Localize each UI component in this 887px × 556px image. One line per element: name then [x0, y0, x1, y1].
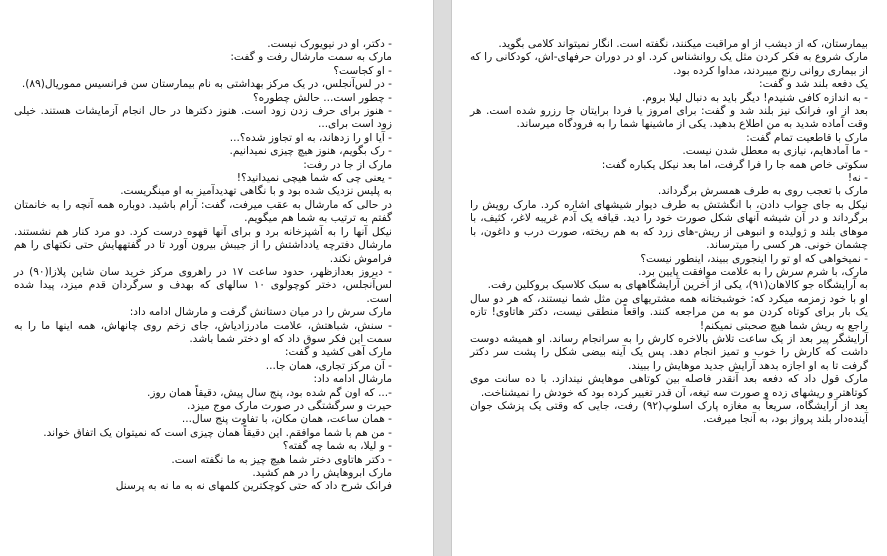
paragraph: بیمارستان، که از دیشب از او مراقبت میکنند، نگفته است. انگار نمیتواند کلامی بگوید. — [498, 38, 868, 50]
paragraph: مارک به سمت مارشال رفت و گفت: — [230, 51, 392, 64]
right-page-text — [470, 38, 868, 550]
paragraph: - آیا او را زدهاند، به او تجاوز شده؟... — [229, 131, 392, 144]
paragraph: مارک با تعجب روی به طرف همسرش برگرداند. — [657, 185, 868, 198]
paragraph: - ما آمادهایم، نیازی به معطل شدن نیست. — [682, 145, 868, 158]
paragraph: مارک از جا در رفت: — [303, 158, 392, 171]
paragraph: حیرت و سرگشتگی در صورت مارک موج میزد. — [186, 399, 392, 412]
paragraph: نیکل آنها را به آشپزخانه برد و برای آنها قهوه درست کرد. دو مرد کنار هم نشستند. مارشال دفترچه یادداشتش را از جیبش بیرون آورد تا در گفتههایش حتی نکتهای را هم فراموش نکند. — [14, 225, 392, 265]
paragraph: - نمیخواهی که او تو را اینجوری ببیند، اینطور نیست؟ — [640, 252, 868, 265]
paragraph: - و لیلا، به شما چه گفته؟ — [282, 440, 392, 453]
paragraph: - دیروز بعدازظهر، حدود ساعت ۱۷ در راهروی مرکز خرید سان شاین پلازا(۹۰) در لس‌آنجلس، دختر کوچولوی ۱۰ سالهای که بهدف و سرگردان قدم میزد، پیدا شده است. — [14, 265, 393, 305]
paragraph: - یعنی چی که شما هیچی نمیدانید؟! — [236, 172, 392, 185]
paragraph: بعد از او، فرانک نیز بلند شد و گفت: برای امروز یا فردا برایتان جا رزرو شده است. هر وقت آماده شدید به من اطلاع بدهید. یکی از ماشینها شما را به فرودگاه میرساند. — [470, 105, 868, 131]
paragraph: - نه! — [847, 172, 868, 185]
paragraph: مارک سرش را در میان دستانش گرفت و مارشال ادامه داد: — [129, 306, 392, 319]
paragraph: فرانک شرح داد که حتی کوچکترین کلمهای نه به ما نه به پرسنل — [115, 480, 392, 493]
paragraph: بعد از آرایشگاه، سریعاً به مغازه پارک اسلوپ(۹۲) رفت، جایی که وقتی یک پزشک جوان آینده‌دار بلند پرواز بود، به آنجا میرفت. — [470, 399, 868, 426]
paragraph: - به اندازه کافی شنیدم! دیگر باید به دنبال لیلا بروم. — [641, 91, 868, 104]
paragraph: -... که اون گم شده بود، پنج سال پیش، دقیقاً همان روز. — [146, 386, 392, 399]
paragraph: - در لس‌آنجلس، در یک مرکز بهداشتی به نام بیمارستان سن فرانسیس مموریال(۸۹). — [21, 78, 392, 91]
paragraph: مارک قول داد که دفعه بعد آنقدر فاصله بین کوتاهی موهایش نیندازد. با ده سانت موی کوتاهتر و ریشهای زده و صورت سه تیغه، آن قدر تغییر کرده بود که خودش را نمیشناخت. — [470, 373, 868, 399]
paragraph: - رک بگویم، هنوز هیچ چیزی نمیدانیم. — [229, 145, 392, 158]
paragraph: - او کجاست؟ — [333, 64, 392, 77]
paragraph: مارک ابروهایش را در هم کشید. — [252, 467, 392, 479]
paragraph: به آرایشگاه جو کالاهان(۹۱)، یکی از آخرین آرایشگاههای به سبک کلاسیک بروکلین رفت. — [487, 279, 868, 292]
paragraph: سکوتی خاص همه جا را فرا گرفت، اما بعد نیکل یکباره گفت: — [601, 158, 868, 171]
paragraph: - سنش، شباهتش، علامت مادرزادیاش، جای زخم روی چانهاش، همه اینها ما را به سمت این فکر سوق داد که او دختر شما باشد. — [14, 319, 392, 345]
paragraph: یک دفعه بلند شد و گفت: — [759, 78, 868, 91]
paragraph: - دکتر هاتاوی دختر شما هیچ چیز به ما نگفته است. — [171, 453, 392, 466]
page-gutter — [434, 0, 451, 556]
right-page — [451, 0, 887, 556]
paragraph: مارک با قاطعیت تمام گفت: — [746, 131, 868, 144]
paragraph: - دکتر، او در نیویورک نیست. — [267, 38, 392, 50]
paragraph: آرایشگر پیر بعد از یک ساعت تلاش بالاخره کارش را به سرانجام رساند. او همیشه دوست داشت که کارش را خوب و تمیز انجام دهد. پس یک آینه بیضی شکل را پشت سر دکتر گرفت تا به او اجازه بدهد آرایش جدید موهایش را ببیند. — [470, 332, 868, 372]
paragraph: - من هم با شما موافقم. این دقیقاً همان چیزی است که نمیتوان یک اتفاق خواند. — [43, 426, 392, 439]
paragraph: نیکل به جای جواب دادن، با انگشتش به طرف دیوار شیشهای اشاره کرد. مارک رویش را برگرداند و در آن شیشه آنهای شکل صورت خود را دید. قیافه یک آدم غریبه لاغر، کثیف، با موهای بلند و ژولیده و انبوهی از ریش-های زرد که به هم ریخته، صورت درب و داغون، با چشمان خونی. هر کسی را میترساند. — [470, 198, 868, 252]
paragraph: او با خود زمزمه میکرد که: خوشبختانه همه مشتریهای من مثل شما نیستند، که هر دو سال یک بار برای کوتاه کردن مو به من مراجعه کنند. واقعاً منطقی نیست، دکتر هاتاوی! تازه راجع به ریش شما هیچ صحبتی نمیکنم! — [470, 292, 868, 332]
left-page-text — [14, 38, 392, 550]
paragraph: - چطور است... حالش چطوره؟ — [253, 91, 392, 104]
paragraph: به پلیس نزدیک شده بود و با نگاهی تهدیدآمیز به او مینگریست. — [120, 185, 392, 198]
paragraph: - همان ساعت، همان مکان، با تفاوت پنج سال... — [181, 413, 392, 426]
left-page — [0, 0, 434, 556]
paragraph: مارک، با شرم سرش را به علامت موافقت پایین برد. — [638, 265, 868, 278]
paragraph: در حالی که مارشال به عقب میرفت، گفت: آرام باشید. دوباره همه آنچه را به خانمتان گفتم به ترتیب به شما هم میگویم. — [14, 198, 392, 225]
paragraph: مارک آهی کشید و گفت: — [284, 346, 392, 359]
paragraph: - آن مرکز تجاری، همان جا... — [265, 359, 392, 372]
paragraph: مارک شروع به فکر کردن مثل یک روانشناس کرد. او در دوران حرفهای-اش، کودکانی را که از بیماری روانی رنج میبردند، مداوا کرده بود. — [470, 51, 868, 77]
paragraph: - هنوز برای حرف زدن زود است. هنوز دکترها در حال انجام آزمایشات هستند. خیلی زود است برای... — [14, 105, 392, 131]
paragraph: مارشال ادامه داد: — [313, 373, 392, 386]
